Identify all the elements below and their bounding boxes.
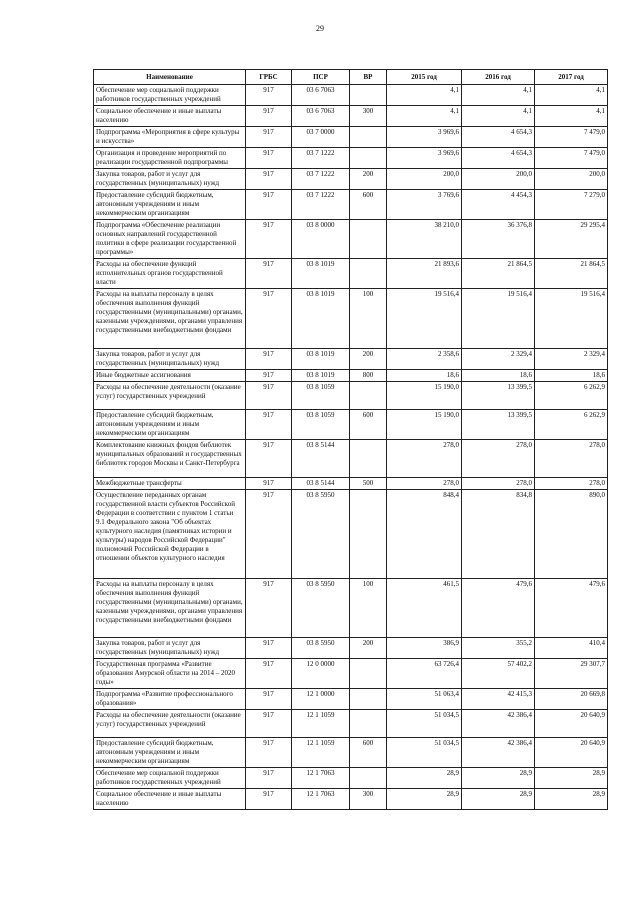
row-value-2016: 42 386,4: [462, 738, 535, 768]
row-vr: [350, 490, 387, 579]
row-psr: 03 8 5144: [292, 440, 350, 478]
row-psr: 12 1 1059: [292, 710, 350, 738]
row-value-2017: 278,0: [535, 478, 608, 490]
row-grbs: 917: [246, 490, 292, 579]
row-value-2016: 13 399,5: [462, 382, 535, 410]
table-row: [94, 638, 608, 659]
row-value-2016: 42 415,3: [462, 689, 535, 710]
column-header-2017: 2017 год: [535, 70, 608, 85]
row-grbs: 917: [246, 259, 292, 289]
row-value-2017: 7 279,0: [535, 190, 608, 220]
row-value-2017: 6 262,9: [535, 410, 608, 440]
row-value-2016: 4 454,3: [462, 190, 535, 220]
row-grbs: 917: [246, 410, 292, 440]
row-grbs: 917: [246, 738, 292, 768]
table-row: [94, 490, 608, 579]
row-name: Закупка товаров, работ и услуг для государственных (муниципальных) нужд: [94, 169, 246, 190]
row-psr: 12 1 1059: [292, 738, 350, 768]
row-vr: [350, 220, 387, 259]
table-row: [94, 789, 608, 810]
row-grbs: 917: [246, 370, 292, 382]
row-name: Социальное обеспечение и иные выплаты населению: [94, 789, 246, 810]
table-row: [94, 382, 608, 410]
row-value-2017: 410,4: [535, 638, 608, 659]
table-row: [94, 579, 608, 638]
row-value-2016: 479,6: [462, 579, 535, 638]
row-name: Расходы на выплаты персоналу в целях обеспечения выполнения функций государственными (муниципальными) органами, казенными учреждениями, органами управления государственными внебюджетными фондами: [94, 579, 246, 638]
row-vr: [350, 689, 387, 710]
row-name: Социальное обеспечение и иные выплаты населению: [94, 106, 246, 127]
row-grbs: 917: [246, 789, 292, 810]
row-value-2016: 278,0: [462, 478, 535, 490]
row-vr: [350, 127, 387, 148]
row-name: Государственная программа «Развитие образования Амурской области на 2014 – 2020 годы»: [94, 659, 246, 689]
row-value-2017: 20 669,8: [535, 689, 608, 710]
budget-table: [93, 69, 608, 810]
row-vr: [350, 659, 387, 689]
row-name: Закупка товаров, работ и услуг для государственных (муниципальных) нужд: [94, 638, 246, 659]
row-psr: 12 1 0000: [292, 689, 350, 710]
row-value-2015: 200,0: [387, 169, 462, 190]
row-value-2015: 3 769,6: [387, 190, 462, 220]
row-grbs: 917: [246, 659, 292, 689]
table-row: [94, 689, 608, 710]
row-psr: 03 7 1222: [292, 190, 350, 220]
row-vr: [350, 768, 387, 789]
row-grbs: 917: [246, 579, 292, 638]
row-vr: 600: [350, 190, 387, 220]
row-value-2016: 57 402,2: [462, 659, 535, 689]
row-name: Осуществление переданных органам государственной власти субъектов Российской Федерации в соответствии с пунктом 1 статьи 9.1 Федерального закона "Об объектах культурного наследия (памятниках истории и культуры) народов Российской Федерации" полномочий Российской Федерации в отношении объектов культурного наследия: [94, 490, 246, 579]
row-grbs: 917: [246, 127, 292, 148]
table-row: [94, 220, 608, 259]
row-name: Подпрограмма «Мероприятия в сфере культуры и искусства»: [94, 127, 246, 148]
row-psr: 03 6 7063: [292, 106, 350, 127]
row-name: Обеспечение мер социальной поддержки работников государственных учреждений: [94, 768, 246, 789]
row-value-2017: 21 864,5: [535, 259, 608, 289]
table-row: [94, 370, 608, 382]
table-header-row: [94, 70, 608, 85]
row-psr: 03 7 1222: [292, 148, 350, 169]
table-body: [94, 85, 608, 810]
row-value-2017: 18,6: [535, 370, 608, 382]
row-psr: 12 1 7063: [292, 768, 350, 789]
row-value-2017: 28,9: [535, 789, 608, 810]
row-value-2017: 200,0: [535, 169, 608, 190]
row-vr: 100: [350, 579, 387, 638]
row-value-2015: 848,4: [387, 490, 462, 579]
row-vr: 600: [350, 410, 387, 440]
row-value-2015: 28,9: [387, 768, 462, 789]
column-header-grbs: ГРБС: [246, 70, 292, 85]
row-value-2017: 890,0: [535, 490, 608, 579]
row-grbs: 917: [246, 220, 292, 259]
row-grbs: 917: [246, 106, 292, 127]
table-row: [94, 440, 608, 478]
row-psr: 03 8 5950: [292, 579, 350, 638]
row-vr: 200: [350, 169, 387, 190]
row-value-2016: 28,9: [462, 768, 535, 789]
row-value-2017: 29 307,7: [535, 659, 608, 689]
row-value-2017: 20 640,9: [535, 738, 608, 768]
table-row: [94, 349, 608, 370]
row-name: Предоставление субсидий бюджетным, автономным учреждениям и иным некоммерческим организациям: [94, 410, 246, 440]
row-value-2015: 2 358,6: [387, 349, 462, 370]
row-value-2015: 4,1: [387, 106, 462, 127]
row-name: Подпрограмма «Обеспечение реализации основных направлений государственной политики в сфере реализации государственной программы»: [94, 220, 246, 259]
table-row: [94, 259, 608, 289]
column-header-psr: ПСР: [292, 70, 350, 85]
row-value-2017: 479,6: [535, 579, 608, 638]
row-vr: [350, 710, 387, 738]
row-value-2017: 4,1: [535, 85, 608, 106]
row-name: Организация и проведение мероприятий по реализации государственной подпрограммы: [94, 148, 246, 169]
table-row: [94, 710, 608, 738]
row-psr: 03 8 1019: [292, 349, 350, 370]
row-grbs: 917: [246, 710, 292, 738]
table-row: [94, 169, 608, 190]
row-vr: 300: [350, 789, 387, 810]
row-value-2016: 4,1: [462, 85, 535, 106]
table-row: [94, 106, 608, 127]
row-vr: 200: [350, 638, 387, 659]
row-name: Расходы на обеспечение деятельности (оказание услуг) государственных учреждений: [94, 382, 246, 410]
row-value-2015: 278,0: [387, 440, 462, 478]
row-value-2016: 834,8: [462, 490, 535, 579]
row-value-2017: 6 262,9: [535, 382, 608, 410]
row-value-2016: 42 386,4: [462, 710, 535, 738]
page-number: 29: [316, 24, 324, 33]
row-value-2017: 20 640,9: [535, 710, 608, 738]
row-value-2016: 21 864,5: [462, 259, 535, 289]
row-psr: 03 8 5144: [292, 478, 350, 490]
row-name: Межбюджетные трансферты: [94, 478, 246, 490]
row-value-2015: 21 893,6: [387, 259, 462, 289]
row-value-2016: 355,2: [462, 638, 535, 659]
row-value-2016: 36 376,8: [462, 220, 535, 259]
table-row: [94, 289, 608, 349]
table-row: [94, 127, 608, 148]
row-value-2016: 2 329,4: [462, 349, 535, 370]
row-value-2015: 63 726,4: [387, 659, 462, 689]
row-name: Предоставление субсидий бюджетным, автономным учреждениям и иным некоммерческим организациям: [94, 190, 246, 220]
table-row: [94, 768, 608, 789]
row-value-2015: 3 969,6: [387, 148, 462, 169]
column-header-2015: 2015 год: [387, 70, 462, 85]
row-value-2017: 2 329,4: [535, 349, 608, 370]
row-vr: 200: [350, 349, 387, 370]
row-grbs: 917: [246, 349, 292, 370]
row-value-2016: 19 516,4: [462, 289, 535, 349]
row-value-2017: 278,0: [535, 440, 608, 478]
row-value-2017: 4,1: [535, 106, 608, 127]
row-value-2017: 7 479,0: [535, 127, 608, 148]
row-vr: [350, 85, 387, 106]
row-psr: 12 1 7063: [292, 789, 350, 810]
row-vr: [350, 259, 387, 289]
row-value-2016: 200,0: [462, 169, 535, 190]
row-psr: 03 8 1059: [292, 382, 350, 410]
row-grbs: 917: [246, 382, 292, 410]
row-psr: 03 8 1059: [292, 410, 350, 440]
row-vr: [350, 382, 387, 410]
row-value-2015: 19 516,4: [387, 289, 462, 349]
row-value-2015: 15 190,0: [387, 382, 462, 410]
column-header-2016: 2016 год: [462, 70, 535, 85]
table-row: [94, 659, 608, 689]
row-value-2015: 461,5: [387, 579, 462, 638]
row-psr: 03 7 1222: [292, 169, 350, 190]
row-name: Расходы на обеспечение деятельности (оказание услуг) государственных учреждений: [94, 710, 246, 738]
row-grbs: 917: [246, 148, 292, 169]
row-value-2017: 28,9: [535, 768, 608, 789]
row-psr: 03 8 5950: [292, 490, 350, 579]
row-value-2015: 51 063,4: [387, 689, 462, 710]
row-value-2016: 13 399,5: [462, 410, 535, 440]
row-vr: 300: [350, 106, 387, 127]
table-row: [94, 478, 608, 490]
row-vr: 500: [350, 478, 387, 490]
row-value-2015: 38 210,0: [387, 220, 462, 259]
table-row: [94, 738, 608, 768]
table-row: [94, 148, 608, 169]
row-grbs: 917: [246, 190, 292, 220]
table-row: [94, 410, 608, 440]
row-vr: 100: [350, 289, 387, 349]
row-name: Обеспечение мер социальной поддержки работников государственных учреждений: [94, 85, 246, 106]
row-grbs: 917: [246, 85, 292, 106]
row-value-2016: 4,1: [462, 106, 535, 127]
row-value-2016: 4 654,3: [462, 148, 535, 169]
row-value-2015: 15 190,0: [387, 410, 462, 440]
row-value-2015: 4,1: [387, 85, 462, 106]
row-name: Предоставление субсидий бюджетным, автономным учреждениям и иным некоммерческим организациям: [94, 738, 246, 768]
row-name: Закупка товаров, работ и услуг для государственных (муниципальных) нужд: [94, 349, 246, 370]
row-name: Расходы на выплаты персоналу в целях обеспечения выполнения функций государственными (муниципальными) органами, казенными учреждениями, органами управления государственными внебюджетными фондами: [94, 289, 246, 349]
row-grbs: 917: [246, 440, 292, 478]
row-grbs: 917: [246, 478, 292, 490]
column-header-name: Наименование: [94, 70, 246, 85]
column-header-vr: ВР: [350, 70, 387, 85]
row-value-2015: 28,9: [387, 789, 462, 810]
row-value-2016: 28,9: [462, 789, 535, 810]
row-value-2017: 29 295,4: [535, 220, 608, 259]
row-psr: 03 8 1019: [292, 370, 350, 382]
row-value-2016: 18,6: [462, 370, 535, 382]
row-psr: 03 7 0000: [292, 127, 350, 148]
row-name: Расходы на обеспечение функций исполнительных органов государственной власти: [94, 259, 246, 289]
table-row: [94, 85, 608, 106]
row-value-2017: 7 479,0: [535, 148, 608, 169]
row-name: Комплектование книжных фондов библиотек муниципальных образований и государственных библиотек городов Москвы и Санкт-Петербурга: [94, 440, 246, 478]
row-psr: 03 8 0000: [292, 220, 350, 259]
row-value-2017: 19 516,4: [535, 289, 608, 349]
row-value-2015: 386,9: [387, 638, 462, 659]
row-vr: [350, 148, 387, 169]
row-grbs: 917: [246, 289, 292, 349]
table-row: [94, 190, 608, 220]
row-psr: 03 8 1019: [292, 289, 350, 349]
row-value-2016: 278,0: [462, 440, 535, 478]
row-value-2015: 51 034,5: [387, 710, 462, 738]
row-vr: [350, 440, 387, 478]
row-value-2015: 278,0: [387, 478, 462, 490]
row-value-2015: 18,6: [387, 370, 462, 382]
row-value-2015: 3 969,6: [387, 127, 462, 148]
row-grbs: 917: [246, 638, 292, 659]
row-psr: 03 6 7063: [292, 85, 350, 106]
row-name: Подпрограмма «Развитие профессионального образования»: [94, 689, 246, 710]
row-name: Иные бюджетные ассигнования: [94, 370, 246, 382]
row-grbs: 917: [246, 689, 292, 710]
row-psr: 12 0 0000: [292, 659, 350, 689]
row-value-2016: 4 654,3: [462, 127, 535, 148]
row-grbs: 917: [246, 169, 292, 190]
row-vr: 800: [350, 370, 387, 382]
row-value-2015: 51 034,5: [387, 738, 462, 768]
row-psr: 03 8 5950: [292, 638, 350, 659]
row-psr: 03 8 1019: [292, 259, 350, 289]
row-grbs: 917: [246, 768, 292, 789]
row-vr: 600: [350, 738, 387, 768]
